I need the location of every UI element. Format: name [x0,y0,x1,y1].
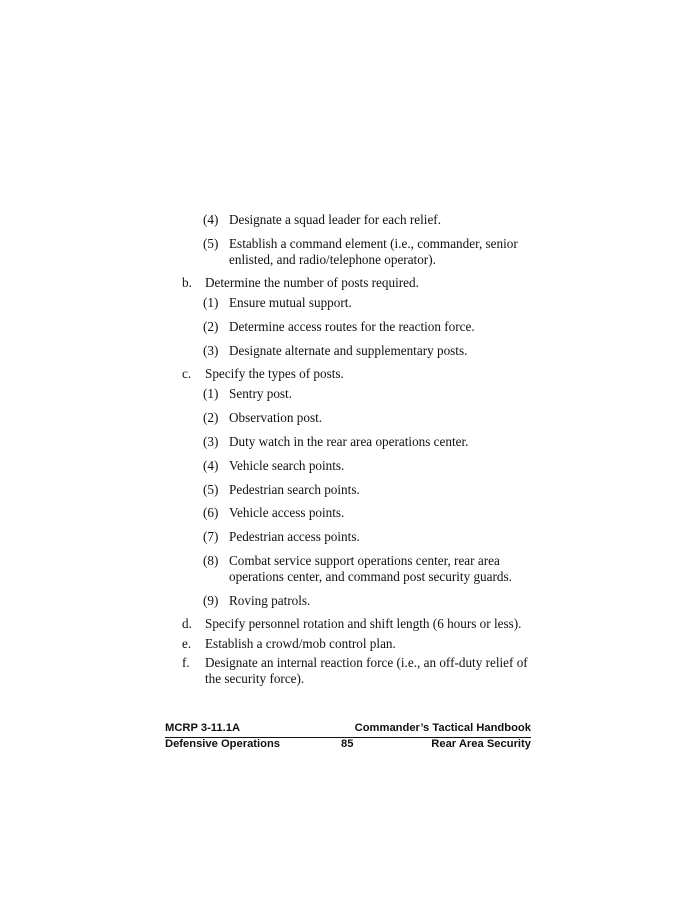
item-text: Specify the types of posts. [205,366,344,381]
item-text: Determine the number of posts required. [205,275,419,290]
item-text: Establish a command element (i.e., commander, senior [229,236,518,251]
page-number: 85 [341,738,354,750]
item-number: (2) [203,410,219,425]
item-number: (3) [203,343,219,358]
item-letter: d. [182,616,192,631]
item-number: (3) [203,434,219,449]
item-text: Observation post. [229,410,323,425]
item-letter: b. [182,275,192,290]
item-text: Determine access routes for the reaction force. [229,319,475,334]
item-number: (6) [203,505,219,520]
item-text: Ensure mutual support. [229,295,352,310]
item-number: (8) [203,553,219,568]
item-text: Designate alternate and supplementary posts. [229,343,468,358]
item-text: Vehicle access points. [229,505,345,520]
item-text: Roving patrols. [229,593,311,608]
item-letter: f. [182,655,190,670]
item-text: Pedestrian search points. [229,482,360,497]
item-number: (4) [203,458,219,473]
item-text: Vehicle search points. [229,458,345,473]
item-number: (4) [203,212,219,227]
item-text: operations center, and command post security guards. [229,569,512,584]
chapter-title: Defensive Operations [165,738,281,750]
item-number: (5) [203,236,219,251]
item-number: (9) [203,593,219,608]
item-text: enlisted, and radio/telephone operator). [229,252,436,267]
item-text: Sentry post. [229,386,293,401]
item-text: the security force). [205,671,305,686]
item-number: (1) [203,386,219,401]
item-number: (7) [203,529,219,544]
item-text: Duty watch in the rear area operations center. [229,434,469,449]
item-text: Combat service support operations center, rear area [229,553,500,568]
item-number: (2) [203,319,219,334]
item-letter: e. [182,636,192,651]
item-number: (1) [203,295,219,310]
item-text: Pedestrian access points. [229,529,360,544]
item-text: Designate an internal reaction force (i.e., an off-duty relief of [205,655,528,670]
item-text: Designate a squad leader for each relief. [229,212,441,227]
item-text: Establish a crowd/mob control plan. [205,636,396,651]
list-item-4 [203,212,218,228]
handbook-title: Commander’s Tactical Handbook [354,722,531,734]
section-title: Rear Area Security [431,738,531,750]
item-number: (5) [203,482,219,497]
item-text: Specify personnel rotation and shift length (6 hours or less). [205,616,522,631]
item-letter: c. [182,366,192,381]
publication-number: MCRP 3-11.1A [165,722,241,734]
